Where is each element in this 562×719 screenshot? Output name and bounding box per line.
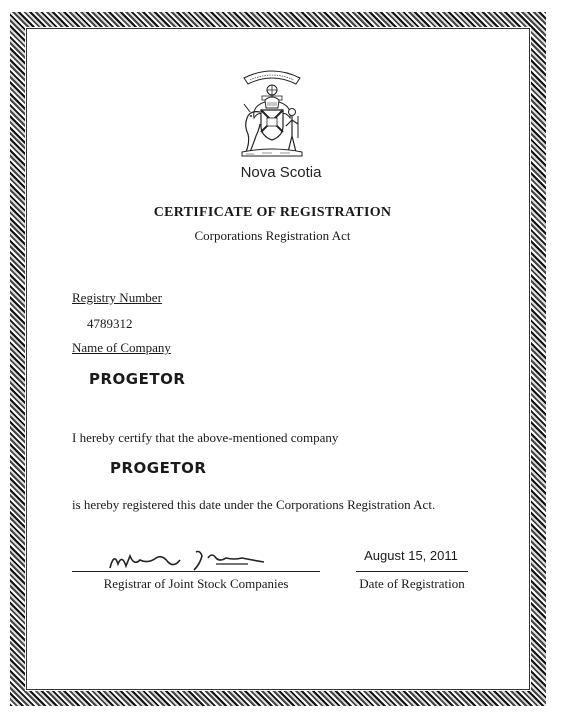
registration-date: August 15, 2011 [364, 548, 458, 563]
province-name: Nova Scotia [240, 164, 322, 181]
company-name-repeat: PROGETOR [110, 459, 207, 477]
registrar-signature [108, 548, 278, 572]
company-name: PROGETOR [89, 370, 186, 388]
registration-statement: is hereby registered this date under the Corporations Registration Act. [72, 497, 436, 512]
certificate-title: CERTIFICATE OF REGISTRATION [153, 205, 392, 220]
certificate-subtitle: Corporations Registration Act [194, 228, 351, 243]
signature-line [72, 571, 320, 572]
date-line [356, 571, 468, 572]
company-name-label: Name of Company [72, 340, 171, 355]
registry-number-value: 4789312 [87, 316, 133, 331]
registry-number-label: Registry Number [72, 290, 162, 305]
certify-statement: I hereby certify that the above-mentioned company [72, 430, 339, 445]
date-caption: Date of Registration [359, 576, 465, 591]
nova-scotia-coat-of-arms [232, 66, 312, 166]
registrar-caption: Registrar of Joint Stock Companies [103, 576, 289, 591]
